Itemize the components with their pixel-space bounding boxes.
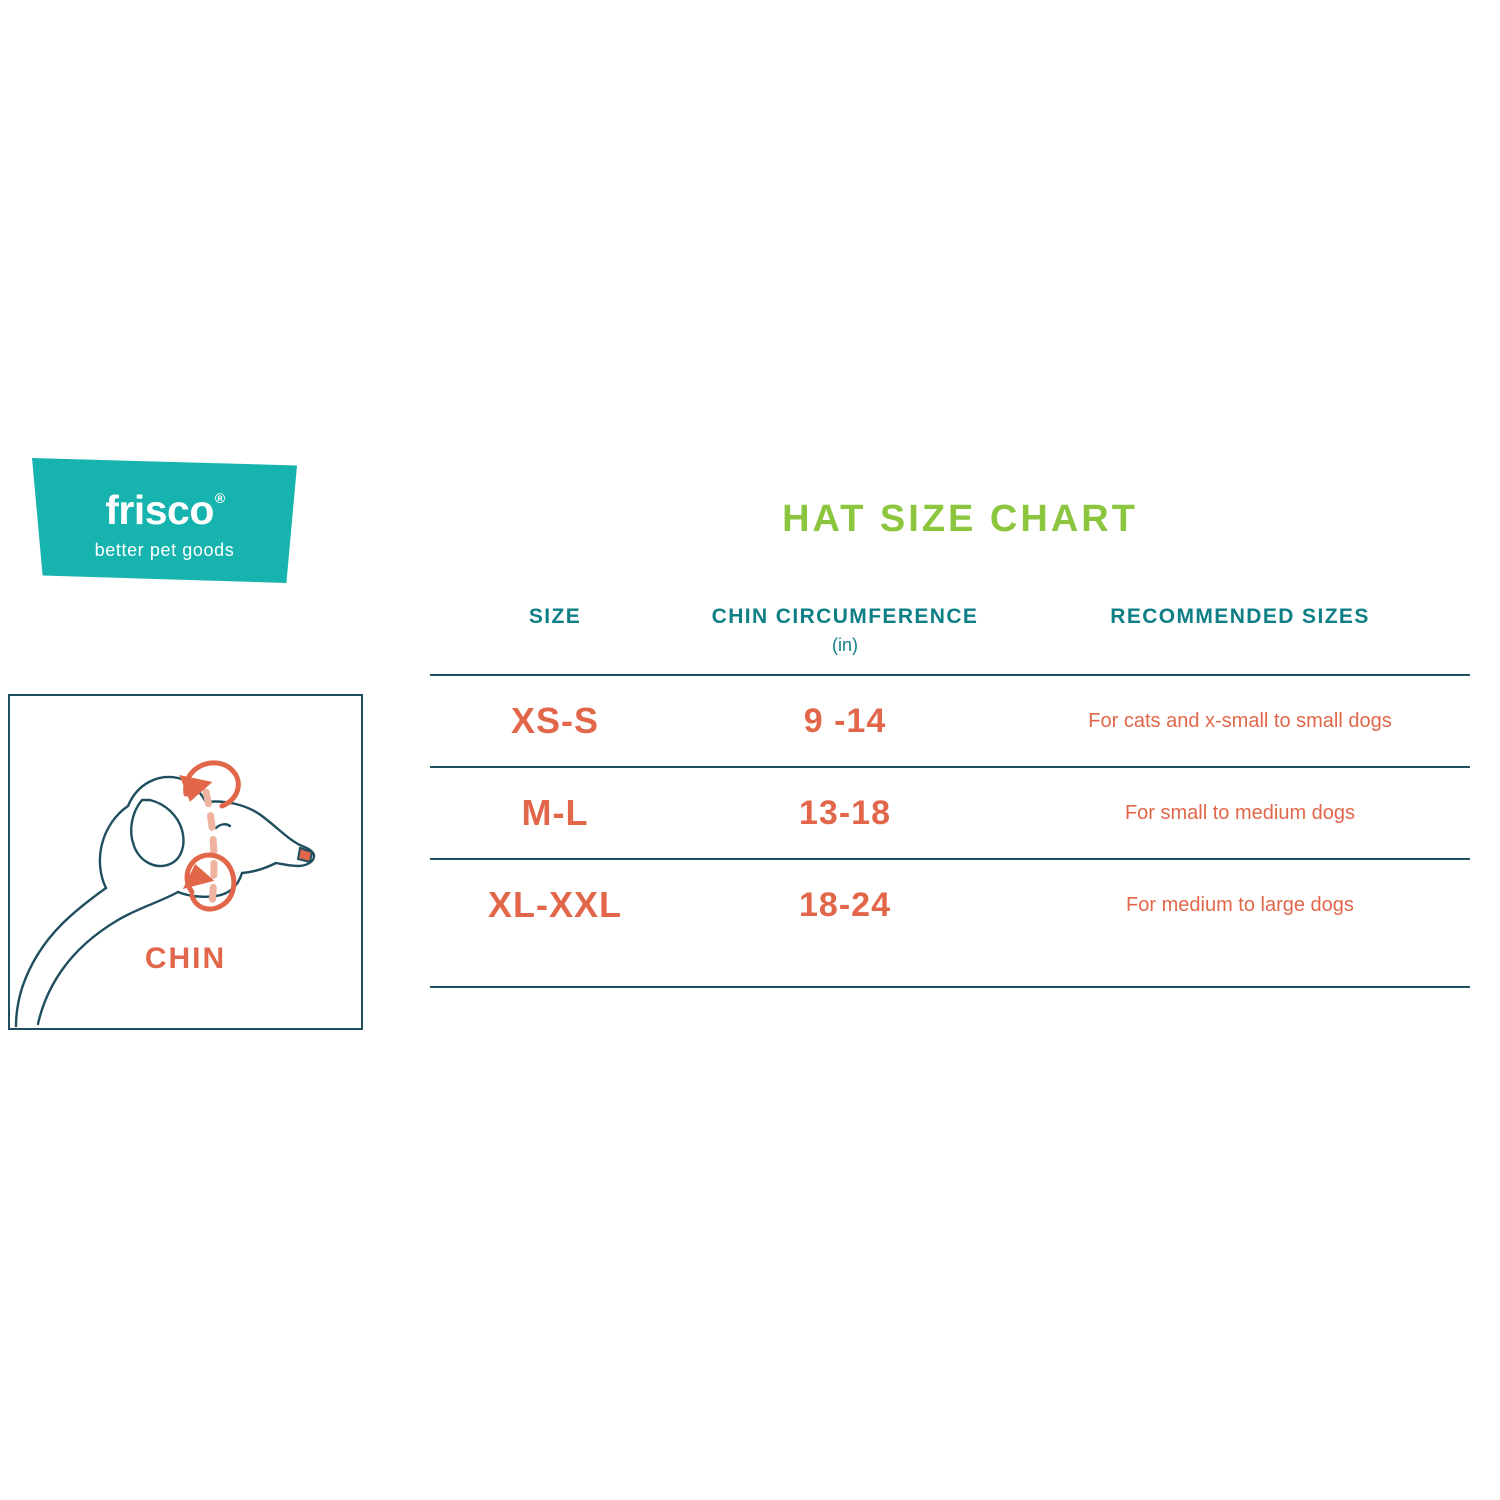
- table-row: [430, 858, 1470, 950]
- cell-chin-circumference: 18-24: [799, 885, 891, 924]
- cell-recommended: For cats and x-small to small dogs: [1088, 709, 1392, 732]
- page-title: HAT SIZE CHART: [782, 498, 1138, 540]
- brand-logo: [32, 458, 297, 583]
- column-header-chin-text: CHIN CIRCUMFERENCE: [711, 605, 979, 628]
- size-chart-table: [430, 605, 1470, 988]
- brand-name: frisco®: [105, 487, 225, 533]
- cell-recommended: For medium to large dogs: [1126, 893, 1354, 916]
- column-header-size: SIZE: [528, 605, 582, 628]
- table-row: [430, 674, 1470, 766]
- column-header-chin-circumference: [680, 605, 1010, 656]
- cell-size: XS-S: [510, 700, 600, 741]
- logo-text-group: [32, 487, 297, 561]
- column-header-recommended-sizes: RECOMMENDED SIZES: [1110, 605, 1370, 628]
- table-row: [430, 766, 1470, 858]
- dog-chin-diagram: [8, 694, 363, 1030]
- cell-recommended: For small to medium dogs: [1124, 801, 1356, 824]
- cell-chin-circumference: 9 -14: [803, 701, 887, 740]
- table-bottom-spacer: [430, 950, 1470, 986]
- cell-size: XL-XXL: [487, 884, 622, 925]
- chin-label: CHIN: [144, 942, 227, 975]
- table-bottom-border: [430, 986, 1470, 988]
- cell-size: M-L: [521, 792, 589, 833]
- registered-mark: ®: [214, 490, 225, 507]
- cell-chin-circumference: 13-18: [799, 793, 891, 832]
- brand-tagline: better pet goods: [94, 540, 235, 560]
- column-header-chin-unit: (in): [832, 635, 858, 655]
- table-header-row: [430, 605, 1470, 674]
- dog-head-illustration: [10, 696, 361, 1028]
